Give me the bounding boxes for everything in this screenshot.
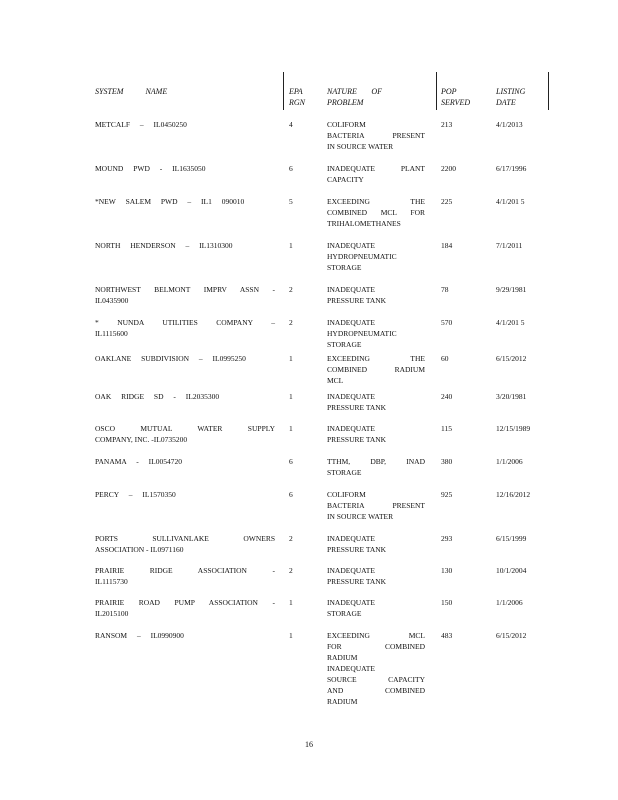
- system-name-line: IL0435900: [95, 296, 129, 305]
- nature-line: PRESSURE TANK: [327, 435, 387, 444]
- column-divider: [283, 72, 284, 110]
- epa-region-cell: 1: [289, 598, 293, 607]
- epa-region-cell: 2: [289, 285, 293, 294]
- system-name-line: PORTS SULLIVANLAKE OWNERS: [95, 534, 275, 543]
- listing-date-cell: 6/17/1996: [496, 164, 527, 173]
- nature-of-problem-cell: [327, 423, 425, 445]
- nature-line: PRESSURE TANK: [327, 296, 387, 305]
- nature-line: CAPACITY: [327, 175, 364, 184]
- population-served-cell: 2200: [441, 164, 456, 173]
- system-name-cell: [95, 353, 275, 364]
- listing-date-cell: 4/1/2013: [496, 120, 523, 129]
- nature-of-problem-cell: [327, 119, 425, 152]
- system-name-line: * NUNDA UTILITIES COMPANY –: [95, 318, 275, 327]
- population-served-cell: 60: [441, 354, 449, 363]
- nature-line: INADEQUATE: [327, 664, 375, 673]
- system-name-cell: [95, 423, 275, 445]
- header-nature-line1: NATURE: [327, 87, 357, 96]
- population-served-cell: 213: [441, 120, 453, 129]
- population-served-cell: 184: [441, 241, 453, 250]
- nature-of-problem-cell: [327, 353, 425, 386]
- population-served-cell: 78: [441, 285, 449, 294]
- nature-line: STORAGE: [327, 340, 362, 349]
- population-served-cell: 925: [441, 490, 453, 499]
- system-name-cell: [95, 284, 275, 306]
- epa-region-cell: 6: [289, 457, 293, 466]
- nature-line: RADIUM: [327, 697, 358, 706]
- nature-line: BACTERIA PRESENT: [327, 501, 425, 510]
- nature-of-problem-cell: [327, 163, 425, 185]
- epa-region-cell: 1: [289, 392, 293, 401]
- nature-line: INADEQUATE: [327, 318, 375, 327]
- header-nature: [327, 86, 382, 108]
- listing-date-cell: 12/15/1989: [496, 424, 531, 433]
- epa-region-cell: 1: [289, 424, 293, 433]
- system-name-line: IL1115730: [95, 577, 128, 586]
- system-name-line: IL2015100: [95, 609, 129, 618]
- nature-line: IN SOURCE WATER: [327, 512, 394, 521]
- listing-date-cell: 9/29/1981: [496, 285, 527, 294]
- nature-line: PRESSURE TANK: [327, 545, 387, 554]
- listing-date-cell: 6/15/1999: [496, 534, 527, 543]
- epa-region-cell: 1: [289, 631, 293, 640]
- nature-of-problem-cell: [327, 196, 425, 229]
- system-name-line: PERCY – IL1570350: [95, 490, 176, 499]
- nature-of-problem-cell: [327, 565, 425, 587]
- epa-region-cell: 6: [289, 164, 293, 173]
- nature-line: INADEQUATE PLANT: [327, 164, 425, 173]
- epa-region-cell: 1: [289, 241, 293, 250]
- nature-of-problem-cell: [327, 630, 425, 707]
- nature-line: INADEQUATE: [327, 566, 375, 575]
- nature-line: EXCEEDING THE: [327, 354, 425, 363]
- system-name-cell: [95, 597, 275, 619]
- nature-line: INADEQUATE: [327, 534, 375, 543]
- nature-line: INADEQUATE: [327, 285, 375, 294]
- nature-line: EXCEEDING MCL: [327, 631, 425, 640]
- system-name-cell: [95, 489, 275, 500]
- nature-line: INADEQUATE: [327, 424, 375, 433]
- system-name-cell: [95, 565, 275, 587]
- nature-line: COMBINED RADIUM: [327, 365, 425, 374]
- nature-of-problem-cell: [327, 456, 425, 478]
- epa-region-cell: 2: [289, 534, 293, 543]
- header-pop-line2: SERVED: [441, 98, 471, 107]
- nature-line: TRIHALOMETHANES: [327, 219, 401, 228]
- population-served-cell: 380: [441, 457, 453, 466]
- nature-of-problem-cell: [327, 489, 425, 522]
- nature-line: INADEQUATE: [327, 241, 375, 250]
- listing-date-cell: 1/1/2006: [496, 457, 523, 466]
- population-served-cell: 240: [441, 392, 453, 401]
- header-listing-line2: DATE: [496, 98, 516, 107]
- nature-line: PRESSURE TANK: [327, 577, 387, 586]
- population-served-cell: 293: [441, 534, 453, 543]
- system-name-line: IL1115600: [95, 329, 128, 338]
- nature-line: COLIFORM: [327, 490, 366, 499]
- nature-line: RADIUM: [327, 653, 358, 662]
- listing-date-cell: 4/1/201 5: [496, 197, 525, 206]
- nature-line: TTHM, DBP, INAD: [327, 457, 425, 466]
- column-divider: [436, 72, 437, 110]
- header-listing: [496, 86, 525, 108]
- population-served-cell: 150: [441, 598, 453, 607]
- system-name-line: OAK RIDGE SD - IL2035300: [95, 392, 220, 401]
- nature-of-problem-cell: [327, 391, 425, 413]
- nature-line: PRESSURE TANK: [327, 403, 387, 412]
- epa-region-cell: 1: [289, 354, 293, 363]
- epa-region-cell: 5: [289, 197, 293, 206]
- system-name-cell: [95, 163, 275, 174]
- system-name-line: METCALF – IL0450250: [95, 120, 187, 129]
- nature-of-problem-cell: [327, 533, 425, 555]
- nature-of-problem-cell: [327, 240, 425, 273]
- nature-line: EXCEEDING THE: [327, 197, 425, 206]
- nature-line: IN SOURCE WATER: [327, 142, 394, 151]
- system-name-line: NORTH HENDERSON – IL1310300: [95, 241, 233, 250]
- system-name-cell: [95, 533, 275, 555]
- listing-date-cell: 7/1/2011: [496, 241, 523, 250]
- system-name-line: ASSOCIATION - IL0971160: [95, 545, 184, 554]
- system-name-cell: [95, 317, 275, 339]
- nature-line: INADEQUATE: [327, 392, 375, 401]
- population-served-cell: 483: [441, 631, 453, 640]
- header-name-label: NAME: [145, 87, 168, 96]
- system-name-cell: [95, 119, 275, 130]
- nature-line: STORAGE: [327, 468, 362, 477]
- system-name-line: PANAMA - IL0054720: [95, 457, 182, 466]
- system-name-line: PRAIRIE RIDGE ASSOCIATION -: [95, 566, 275, 575]
- listing-date-cell: 6/15/2012: [496, 631, 527, 640]
- population-served-cell: 570: [441, 318, 453, 327]
- nature-line: AND COMBINED: [327, 686, 425, 695]
- system-name-cell: [95, 196, 275, 207]
- system-name-cell: [95, 391, 275, 402]
- header-system-label: SYSTEM: [95, 87, 124, 96]
- nature-line: STORAGE: [327, 263, 362, 272]
- nature-line: HYDROPNEUMATIC: [327, 329, 397, 338]
- system-name-line: MOUND PWD - IL1635050: [95, 164, 206, 173]
- population-served-cell: 225: [441, 197, 453, 206]
- nature-line: MCL: [327, 376, 344, 385]
- system-name-line: OSCO MUTUAL WATER SUPPLY: [95, 424, 275, 433]
- header-pop-line1: POP: [441, 87, 457, 96]
- system-name-line: OAKLANE SUBDIVISION – IL0995250: [95, 354, 246, 363]
- system-name-line: NORTHWEST BELMONT IMPRV ASSN -: [95, 285, 275, 294]
- nature-line: COLIFORM: [327, 120, 366, 129]
- nature-line: SOURCE CAPACITY: [327, 675, 425, 684]
- listing-date-cell: 4/1/201 5: [496, 318, 525, 327]
- system-name-cell: [95, 240, 275, 251]
- page-number: 16: [305, 740, 313, 749]
- listing-date-cell: 1/1/2006: [496, 598, 523, 607]
- nature-of-problem-cell: [327, 284, 425, 306]
- nature-of-problem-cell: [327, 317, 425, 350]
- nature-of-problem-cell: [327, 597, 425, 619]
- population-served-cell: 115: [441, 424, 452, 433]
- epa-region-cell: 2: [289, 318, 293, 327]
- system-name-line: *NEW SALEM PWD – IL1 090010: [95, 197, 245, 206]
- system-name-cell: [95, 630, 275, 641]
- population-served-cell: 130: [441, 566, 453, 575]
- nature-line: BACTERIA PRESENT: [327, 131, 425, 140]
- system-name-line: PRAIRIE ROAD PUMP ASSOCIATION -: [95, 598, 275, 607]
- nature-line: HYDROPNEUMATIC: [327, 252, 397, 261]
- column-divider: [548, 72, 549, 110]
- nature-line: FOR COMBINED: [327, 642, 425, 651]
- header-nature-line1-wrap: [327, 86, 382, 97]
- nature-line: INADEQUATE: [327, 598, 375, 607]
- header-nature-line2: PROBLEM: [327, 98, 364, 107]
- header-epa-line2: RGN: [289, 98, 305, 107]
- header-nature-of: OF: [371, 87, 382, 96]
- header-system: [95, 86, 167, 97]
- listing-date-cell: 6/15/2012: [496, 354, 527, 363]
- header-pop: [441, 86, 470, 108]
- header-epa-line1: EPA: [289, 87, 303, 96]
- epa-region-cell: 2: [289, 566, 293, 575]
- system-name-line: COMPANY, INC. -IL0735200: [95, 435, 188, 444]
- epa-region-cell: 6: [289, 490, 293, 499]
- listing-date-cell: 10/1/2004: [496, 566, 527, 575]
- header-listing-line1: LISTING: [496, 87, 526, 96]
- header-epa: [289, 86, 305, 108]
- nature-line: STORAGE: [327, 609, 362, 618]
- listing-date-cell: 12/16/2012: [496, 490, 531, 499]
- listing-date-cell: 3/20/1981: [496, 392, 527, 401]
- nature-line: COMBINED MCL FOR: [327, 208, 425, 217]
- system-name-cell: [95, 456, 275, 467]
- system-name-line: RANSOM – IL0990900: [95, 631, 184, 640]
- epa-region-cell: 4: [289, 120, 293, 129]
